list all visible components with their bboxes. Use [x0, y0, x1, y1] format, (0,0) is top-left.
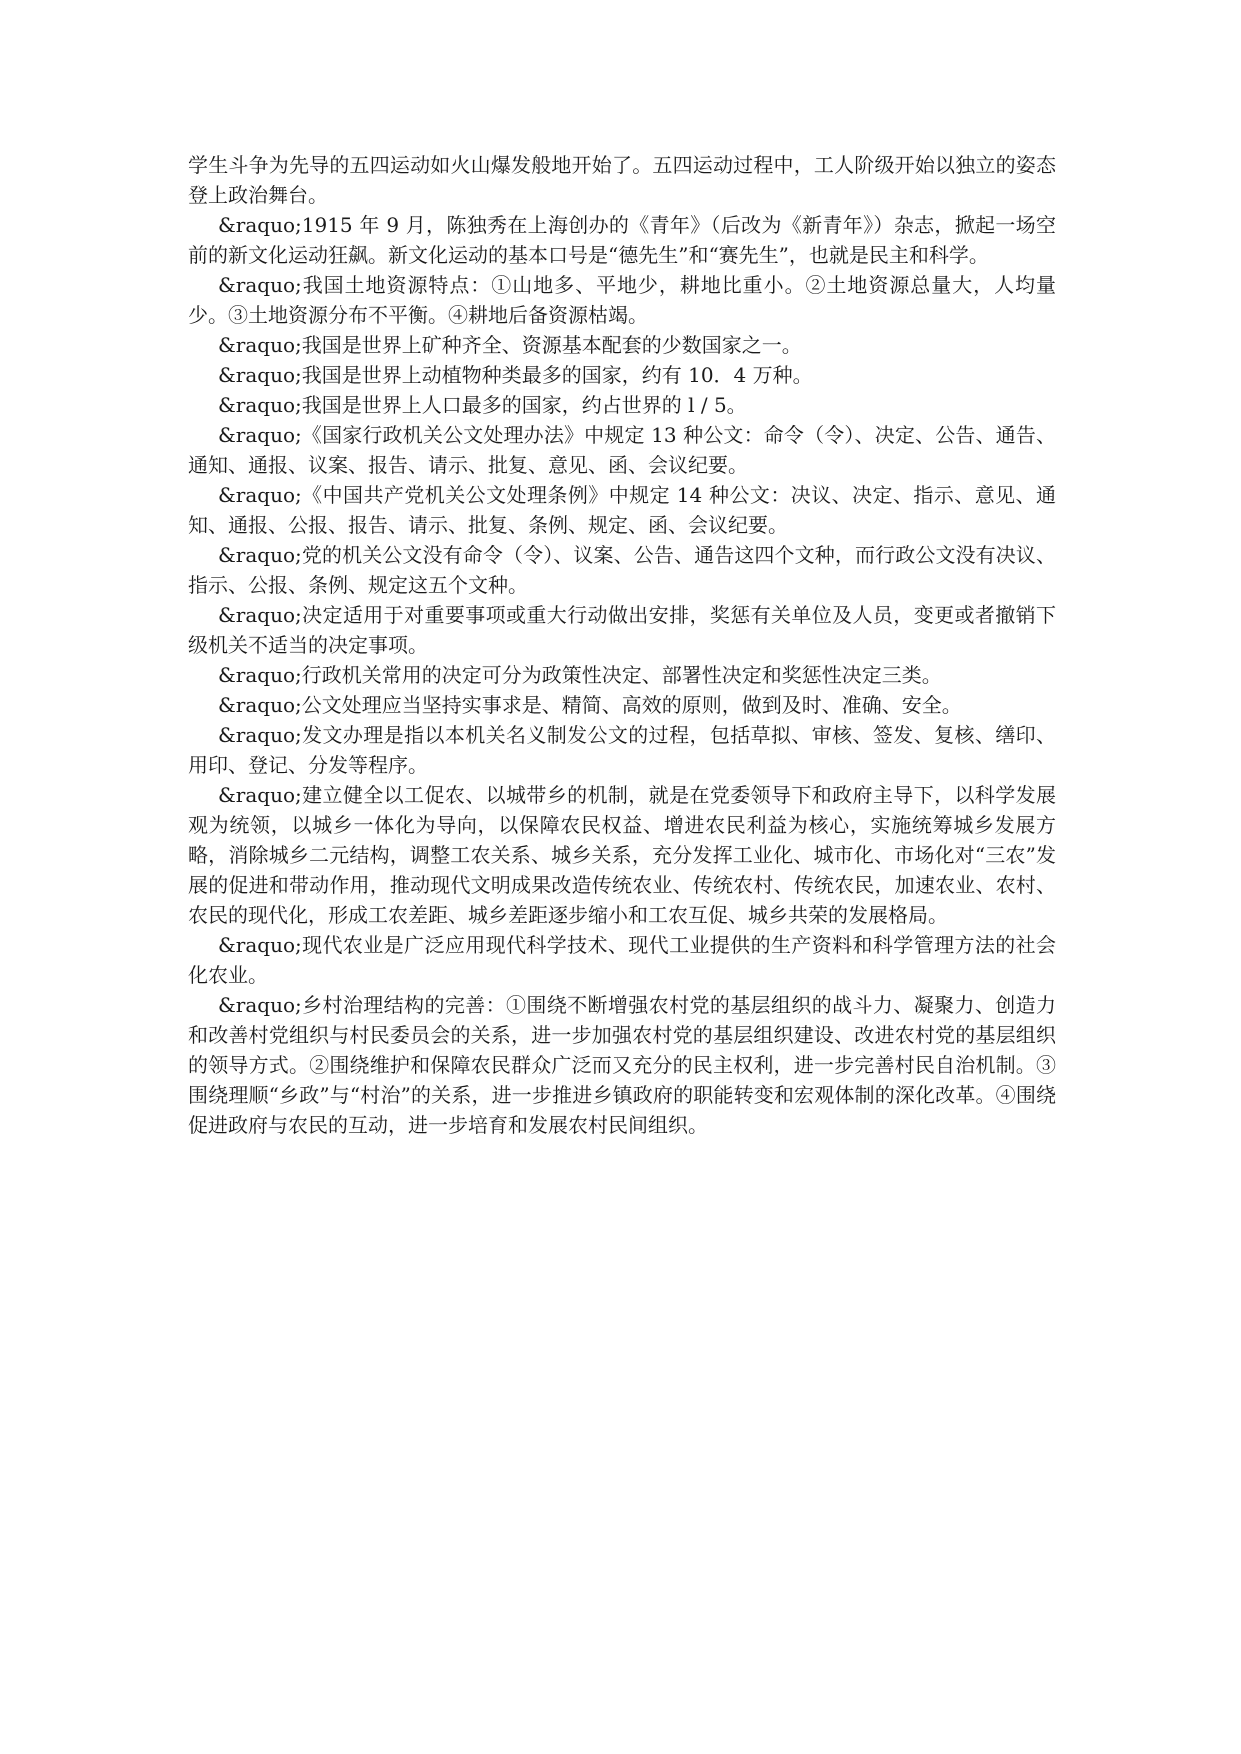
paragraph-13: &raquo;发文办理是指以本机关名义制发公文的过程，包括草拟、审核、签发、复核、缮印、用印、登记、分发等程序。 [188, 723, 1056, 777]
paragraph-16: &raquo;乡村治理结构的完善：①围绕不断增强农村党的基层组织的战斗力、凝聚力、创造力和改善村党组织与村民委员会的关系，进一步加强农村党的基层组织建设、改进农村党的基层组织的领导方式。②围绕维护和保障农民群众广泛而又充分的民主权利，进一步完善村民自治机制。③围绕理顺“乡政”与“村治”的关系，进一步推进乡镇政府的职能转变和宏观体制的深化改革。④围绕促进政府与农民的互动，进一步培育和发展农村民间组织。 [188, 993, 1056, 1137]
paragraph-5: &raquo;我国是世界上动植物种类最多的国家，约有 10．4 万种。 [218, 363, 813, 387]
paragraph-10: &raquo;决定适用于对重要事项或重大行动做出安排，奖惩有关单位及人员，变更或者撤销下级机关不适当的决定事项。 [188, 603, 1056, 657]
paragraph-11: &raquo;行政机关常用的决定可分为政策性决定、部署性决定和奖惩性决定三类。 [218, 663, 942, 687]
paragraph-2: &raquo;1915 年 9 月，陈独秀在上海创办的《青年》（后改为《新青年》）杂志，掀起一场空前的新文化运动狂飙。新文化运动的基本口号是“德先生”和“赛先生”，也就是民主和科学。 [188, 213, 1056, 267]
paragraph-1: 学生斗争为先导的五四运动如火山爆发般地开始了。五四运动过程中，工人阶级开始以独立的姿态登上政治舞台。 [188, 153, 1056, 207]
paragraph-8: &raquo;《中国共产党机关公文处理条例》中规定 14 种公文：决议、决定、指示、意见、通知、通报、公报、报告、请示、批复、条例、规定、函、会议纪要。 [188, 483, 1056, 537]
paragraph-4: &raquo;我国是世界上矿种齐全、资源基本配套的少数国家之一。 [218, 333, 802, 357]
paragraph-15: &raquo;现代农业是广泛应用现代科学技术、现代工业提供的生产资料和科学管理方法的社会化农业。 [188, 933, 1056, 987]
paragraph-3: &raquo;我国土地资源特点：①山地多、平地少，耕地比重小。②土地资源总量大，人均量少。③土地资源分布不平衡。④耕地后备资源枯竭。 [188, 273, 1056, 327]
paragraph-9: &raquo;党的机关公文没有命令（令）、议案、公告、通告这四个文种，而行政公文没有决议、指示、公报、条例、规定这五个文种。 [188, 543, 1056, 597]
document-body [188, 150, 1056, 1140]
paragraph-12: &raquo;公文处理应当坚持实事求是、精简、高效的原则，做到及时、准确、安全。 [218, 693, 962, 717]
paragraph-6: &raquo;我国是世界上人口最多的国家，约占世界的 l / 5。 [218, 393, 747, 417]
paragraph-7: &raquo;《国家行政机关公文处理办法》中规定 13 种公文：命令（令）、决定、公告、通告、通知、通报、议案、报告、请示、批复、意见、函、会议纪要。 [188, 423, 1056, 477]
paragraph-14: &raquo;建立健全以工促农、以城带乡的机制，就是在党委领导下和政府主导下，以科学发展观为统领，以城乡一体化为导向，以保障农民权益、增进农民利益为核心，实施统筹城乡发展方略，消除城乡二元结构，调整工农关系、城乡关系，充分发挥工业化、城市化、市场化对“三农”发展的促进和带动作用，推动现代文明成果改造传统农业、传统农村、传统农民，加速农业、农村、农民的现代化，形成工农差距、城乡差距逐步缩小和工农互促、城乡共荣的发展格局。 [188, 783, 1056, 927]
